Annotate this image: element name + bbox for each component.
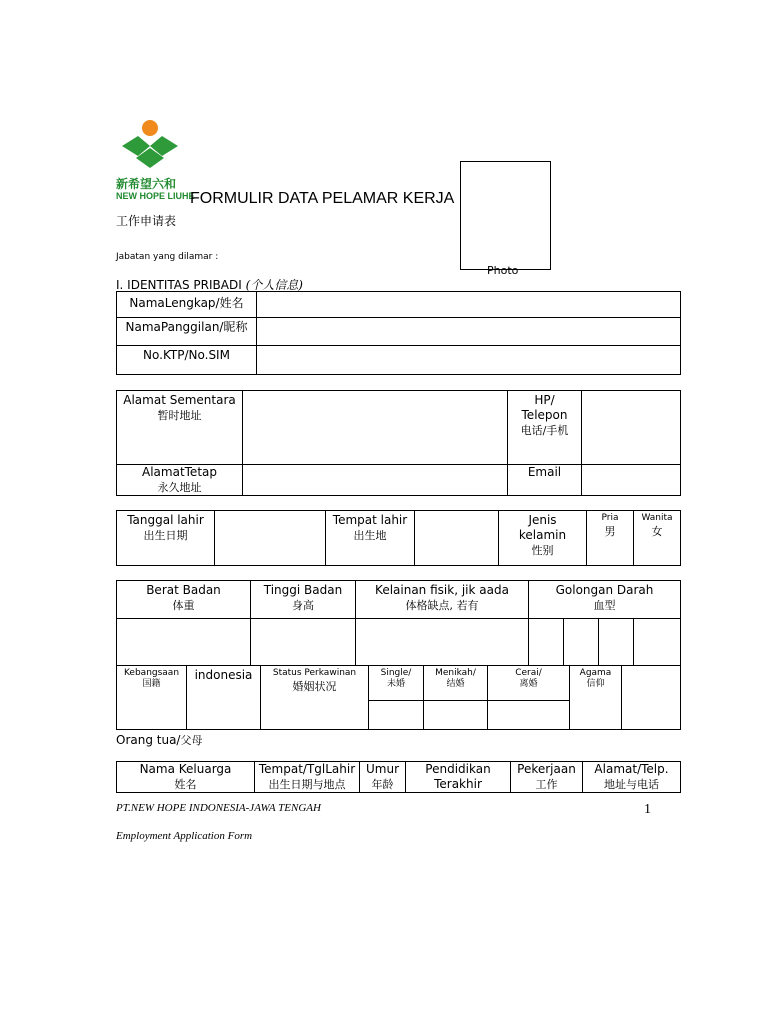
gender-label: [499, 511, 587, 566]
logo-en: NEW HOPE LIUHE: [116, 191, 195, 201]
blood-type-label: [529, 581, 681, 619]
gender-cn: 性别: [531, 544, 554, 557]
male-cn: 男: [604, 525, 616, 538]
temp-address-cn: 暂时地址: [157, 409, 202, 422]
physical-table: [116, 580, 681, 666]
divorced-cn: 离婚: [519, 679, 538, 689]
disability-cn: 体格缺点, 若有: [405, 599, 479, 612]
identity-table: [116, 291, 681, 375]
perm-address-text: AlamatTetap: [142, 465, 217, 479]
birth-date-text: Tanggal lahir: [127, 513, 204, 527]
full-name-input[interactable]: [257, 292, 681, 318]
disability-input[interactable]: [356, 619, 529, 666]
blood-text: Golongan Darah: [555, 583, 654, 597]
nationality-cn: 国籍: [142, 679, 161, 689]
birth-table: [116, 510, 681, 566]
logo-cn: 新希望六和: [116, 177, 177, 191]
weight-text: Berat Badan: [146, 583, 221, 597]
marital-label: [261, 666, 369, 730]
divorced-checkbox[interactable]: [488, 701, 570, 730]
height-input[interactable]: [251, 619, 356, 666]
marital-cn: 婚姻状况: [292, 680, 337, 693]
full-name-label: NamaLengkap/姓名: [117, 292, 257, 318]
parents-title-cn: 父母: [180, 734, 203, 747]
col-birth-text: Tempat/TglLahir: [258, 762, 356, 776]
col-education-sub: Terakhir: [434, 777, 482, 791]
address-table: [116, 390, 681, 496]
blood-type-a[interactable]: [529, 619, 564, 666]
nickname-label: NamaPanggilan/昵称: [117, 318, 257, 346]
gender-text-2: kelamin: [518, 528, 567, 542]
col-job-text: Pekerjaan: [517, 762, 576, 776]
section-title-text: I. IDENTITAS PRIBADI: [116, 278, 246, 292]
birth-place-label: [326, 511, 415, 566]
parents-col-education: [406, 762, 511, 793]
logo-icon: [116, 118, 196, 178]
gender-text-1: Jenis: [528, 513, 557, 527]
birth-date-input[interactable]: [215, 511, 326, 566]
married-text: Menikah/: [435, 668, 476, 678]
parents-col-birth: [255, 762, 360, 793]
divorced-label: [488, 666, 570, 701]
col-name-text: Nama Keluarga: [139, 762, 232, 776]
status-table: [116, 665, 681, 730]
disability-text: Kelainan fisik, jik aada: [375, 583, 509, 597]
height-text: Tinggi Badan: [263, 583, 343, 597]
perm-address-cn: 永久地址: [157, 481, 202, 494]
parents-col-age: [360, 762, 406, 793]
id-number-input[interactable]: [257, 346, 681, 375]
col-age-text: Umur: [365, 762, 399, 776]
footer-company: PT.NEW HOPE INDONESIA-JAWA TENGAH: [116, 802, 321, 814]
female-text: Wanita: [641, 513, 673, 523]
single-label: [369, 666, 424, 701]
divorced-text: Cerai/: [515, 668, 542, 678]
birth-date-label: [117, 511, 215, 566]
parents-table: [116, 761, 681, 793]
religion-label: [570, 666, 622, 730]
col-name-cn: 姓名: [174, 778, 197, 791]
nationality-label: [117, 666, 187, 730]
nationality-text: Kebangsaan: [123, 668, 180, 678]
blood-type-o[interactable]: [634, 619, 681, 666]
col-age-cn: 年龄: [371, 778, 394, 791]
blood-cn: 血型: [593, 599, 616, 612]
perm-address-label: [117, 465, 243, 496]
temp-address-input[interactable]: [243, 391, 508, 465]
married-label: [424, 666, 488, 701]
footer-doc-title: Employment Application Form: [116, 830, 253, 842]
blood-type-ab[interactable]: [599, 619, 634, 666]
photo-box[interactable]: [460, 161, 551, 277]
blood-type-b[interactable]: [564, 619, 599, 666]
gender-male-option[interactable]: [587, 511, 634, 566]
col-education-text: Pendidikan: [425, 762, 491, 776]
weight-label: [117, 581, 251, 619]
page-number: 1: [644, 802, 651, 817]
marital-text: Status Perkawinan: [272, 668, 357, 678]
position-applied-label: Jabatan yang dilamar :: [116, 252, 219, 262]
phone-input[interactable]: [582, 391, 681, 465]
nickname-input[interactable]: [257, 318, 681, 346]
birth-date-cn: 出生日期: [143, 529, 188, 542]
section-title-cn: (个人信息): [245, 278, 303, 292]
col-birth-cn: 出生日期与地点: [268, 778, 346, 791]
height-label: [251, 581, 356, 619]
parents-title-text: Orang tua/: [116, 733, 181, 747]
email-input[interactable]: [582, 465, 681, 496]
gender-female-option[interactable]: [634, 511, 681, 566]
married-checkbox[interactable]: [424, 701, 488, 730]
phone-text: HP/: [534, 393, 555, 407]
email-label: Email: [508, 465, 582, 496]
parents-col-address: [583, 762, 681, 793]
religion-text: Agama: [579, 668, 612, 678]
single-checkbox[interactable]: [369, 701, 424, 730]
logo-text: [116, 178, 196, 201]
perm-address-input[interactable]: [243, 465, 508, 496]
parents-col-name: [117, 762, 255, 793]
temp-address-text: Alamat Sementara: [123, 393, 236, 407]
parents-col-job: [511, 762, 583, 793]
single-text: Single/: [380, 668, 412, 678]
single-cn: 未婚: [386, 679, 405, 689]
temp-address-label: [117, 391, 243, 465]
form-subtitle-cn: 工作申请表: [116, 214, 177, 228]
birth-place-input[interactable]: [415, 511, 499, 566]
weight-input[interactable]: [117, 619, 251, 666]
phone-text-2: Telepon: [521, 408, 568, 422]
male-text: Pria: [601, 513, 619, 523]
disability-label: [356, 581, 529, 619]
female-cn: 女: [651, 525, 663, 538]
phone-label: [508, 391, 582, 465]
form-title: FORMULIR DATA PELAMAR KERJA: [190, 190, 455, 207]
col-address-text: Alamat/Telp.: [594, 762, 669, 776]
col-address-cn: 地址与电话: [604, 778, 659, 791]
phone-cn: 电话/手机: [520, 424, 569, 437]
birth-place-text: Tempat lahir: [332, 513, 408, 527]
id-number-label: No.KTP/No.SIM: [117, 346, 257, 375]
parents-title: [116, 732, 202, 748]
nationality-value[interactable]: indonesia: [187, 666, 261, 730]
height-cn: 身高: [292, 599, 314, 612]
weight-cn: 体重: [172, 599, 195, 612]
photo-label: Photo: [487, 264, 519, 277]
married-cn: 结婚: [446, 679, 465, 689]
birth-place-cn: 出生地: [353, 529, 387, 542]
religion-input[interactable]: [622, 666, 681, 730]
col-job-cn: 工作: [535, 778, 558, 791]
religion-cn: 信仰: [586, 679, 605, 689]
